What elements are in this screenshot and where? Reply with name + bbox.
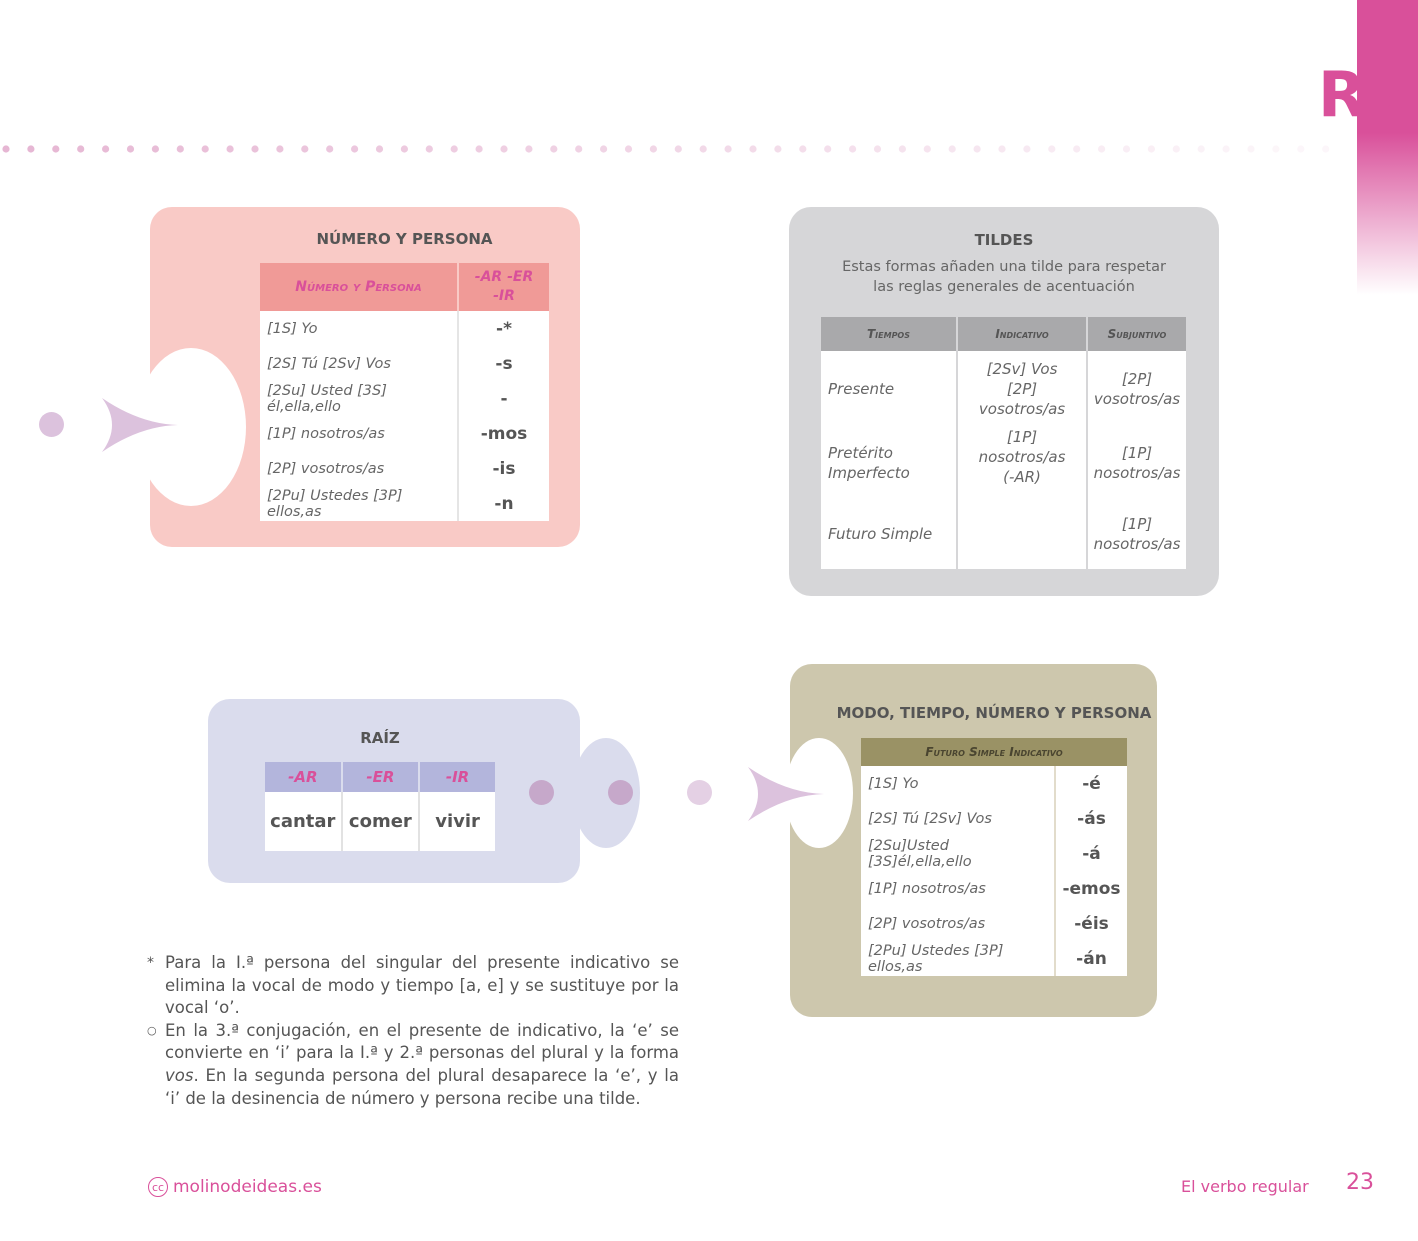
- table-row: [260, 416, 549, 451]
- rule-dot: [77, 145, 84, 152]
- rule-dot: [152, 145, 159, 152]
- footnote-text: En la 3.ª conjugación, en el presente de indicativo, la ‘e’ se convierte en ‘i’ para la I.ª y 2.ª personas del plural y la forma: [165, 1020, 679, 1063]
- column-header-ending: -AR -ER -IR: [458, 263, 549, 311]
- ending-cell: -é: [1082, 773, 1101, 794]
- table-row: [861, 801, 1127, 836]
- person-cell: [1P] nosotros/as: [861, 871, 1055, 906]
- table-row: [260, 346, 549, 381]
- table-row: [861, 871, 1127, 906]
- rule-dot: [1073, 145, 1080, 152]
- rule-dot: [27, 145, 34, 152]
- ending-cell: -s: [495, 353, 513, 374]
- rule-dot: [1148, 145, 1155, 152]
- rule-dot: [799, 145, 806, 152]
- subtitle-line: las reglas generales de acentuación: [873, 279, 1135, 295]
- connector-dot: [687, 780, 712, 805]
- person-cell: [2Pu] Ustedes [3P] ellos,as: [861, 941, 1055, 976]
- rule-dot: [2, 145, 9, 152]
- ending-cell: -án: [1076, 948, 1107, 969]
- ending-cell: -éis: [1074, 913, 1109, 934]
- connector-dot: [529, 780, 554, 805]
- tildes-table: [821, 317, 1186, 569]
- numero-persona-table: [260, 263, 549, 521]
- column-header-tiempos: Tiempos: [821, 317, 957, 351]
- footnote-italic: vos: [165, 1065, 194, 1085]
- table-row: [265, 792, 495, 851]
- rule-dot: [625, 145, 632, 152]
- rule-dot: [849, 145, 856, 152]
- rule-dot: [774, 145, 781, 152]
- ending-cell: -*: [496, 318, 512, 339]
- rule-dot: [998, 145, 1005, 152]
- column-header-ar: -AR: [265, 762, 342, 792]
- table-row: [260, 451, 549, 486]
- tense-cell: Futuro Simple: [821, 499, 957, 569]
- rule-dot: [874, 145, 881, 152]
- tildes-title: TILDES: [974, 231, 1034, 249]
- rule-dot: [301, 145, 308, 152]
- numero-persona-title: NÚMERO Y PERSONA: [316, 230, 493, 248]
- rule-dot: [426, 145, 433, 152]
- arrow-icon: [100, 396, 180, 454]
- rule-dot: [276, 145, 283, 152]
- chapter-tab: [1357, 0, 1418, 295]
- table-row: [861, 906, 1127, 941]
- table-row: [821, 351, 1186, 427]
- table-row: [861, 836, 1127, 871]
- rule-dot: [1223, 145, 1230, 152]
- page-number: 23: [1346, 1170, 1374, 1195]
- column-header-subjuntivo: Subjuntivo: [1087, 317, 1186, 351]
- rule-dot: [1297, 145, 1304, 152]
- footnote: [147, 1020, 679, 1110]
- person-cell: [2P] vosotros/as: [861, 906, 1055, 941]
- table-row: [260, 486, 549, 521]
- rule-dot: [974, 145, 981, 152]
- column-header-er: -ER: [342, 762, 420, 792]
- raiz-table: [265, 762, 495, 851]
- rule-dot: [675, 145, 682, 152]
- subjuntivo-cell: [2P] vosotros/as: [1093, 370, 1181, 408]
- rule-dot: [326, 145, 333, 152]
- rule-dot: [1173, 145, 1180, 152]
- indicativo-cell: [1P] nosotros/as (-AR): [957, 427, 1087, 499]
- rule-dot: [1322, 145, 1329, 152]
- verb-cell: vivir: [435, 811, 480, 832]
- person-cell: [2Su]Usted [3S]él,ella,ello: [861, 836, 1055, 871]
- tildes-subtitle: [789, 257, 1219, 297]
- rule-dot: [749, 145, 756, 152]
- tense-cell: Presente: [821, 351, 957, 427]
- rule-dot: [924, 145, 931, 152]
- subjuntivo-cell: [1P] nosotros/as: [1093, 444, 1181, 482]
- creative-commons-icon: cc: [148, 1177, 168, 1197]
- rule-dot: [376, 145, 383, 152]
- futuro-title: MODO, TIEMPO, NÚMERO Y PERSONA: [836, 704, 1152, 722]
- rule-dot: [251, 145, 258, 152]
- rule-dot: [1247, 145, 1254, 152]
- rule-dot: [550, 145, 557, 152]
- rule-dot: [1048, 145, 1055, 152]
- footnotes: [147, 952, 679, 1110]
- tense-cell: Pretérito Imperfecto: [821, 427, 957, 499]
- table-row: [861, 941, 1127, 976]
- rule-dot: [650, 145, 657, 152]
- chapter-code: R5: [1318, 58, 1405, 131]
- person-cell: [2S] Tú [2Sv] Vos: [260, 346, 458, 381]
- table-row: [821, 499, 1186, 569]
- rule-dot: [899, 145, 906, 152]
- rule-dot: [600, 145, 607, 152]
- rule-dot: [525, 145, 532, 152]
- raiz-title: RAÍZ: [360, 729, 400, 747]
- footer-subject: El verbo regular: [1181, 1177, 1309, 1196]
- ending-cell: -: [500, 388, 508, 409]
- rule-dot: [351, 145, 358, 152]
- footer-site-link[interactable]: molinodeideas.es: [173, 1177, 322, 1197]
- footnote-marker: *: [147, 955, 154, 971]
- subjuntivo-cell: [1P] nosotros/as: [1093, 515, 1181, 553]
- person-cell: [2P] vosotros/as: [260, 451, 458, 486]
- person-cell: [2Pu] Ustedes [3P] ellos,as: [260, 486, 458, 521]
- column-header-indicativo: Indicativo: [957, 317, 1087, 351]
- rule-dot: [476, 145, 483, 152]
- footnote-text: Para la I.ª persona del singular del presente indicativo se elimina la vocal de modo y tiempo [a, e] y se sustituye por la vocal ‘o’.: [165, 953, 679, 1018]
- rule-dot: [202, 145, 209, 152]
- footnote-text: . En la segunda persona del plural desaparece la ‘e’, y la ‘i’ de la desinencia de número y persona recibe una tilde.: [165, 1065, 679, 1108]
- rule-dot: [52, 145, 59, 152]
- rule-dot: [102, 145, 109, 152]
- rule-dot: [227, 145, 234, 152]
- rule-dot: [500, 145, 507, 152]
- rule-dot: [949, 145, 956, 152]
- futuro-table: [861, 738, 1127, 976]
- person-cell: [1S] Yo: [260, 311, 458, 346]
- dotted-rule: [0, 142, 1345, 156]
- rule-dot: [1098, 145, 1105, 152]
- column-header-ir: -IR: [419, 762, 495, 792]
- rule-dot: [401, 145, 408, 152]
- rule-dot: [575, 145, 582, 152]
- rule-dot: [1023, 145, 1030, 152]
- person-cell: [2Su] Usted [3S] él,ella,ello: [260, 381, 458, 416]
- connector-dot: [39, 412, 64, 437]
- person-cell: [2S] Tú [2Sv] Vos: [861, 801, 1055, 836]
- ending-cell: -á: [1082, 843, 1101, 864]
- rule-dot: [1123, 145, 1130, 152]
- rule-dot: [1198, 145, 1205, 152]
- indicativo-cell: [2Sv] Vos [2P] vosotros/as: [957, 351, 1087, 427]
- rule-dot: [725, 145, 732, 152]
- person-cell: [1P] nosotros/as: [260, 416, 458, 451]
- table-row: [861, 766, 1127, 801]
- connector-dot: [608, 780, 633, 805]
- ending-cell: -ás: [1077, 808, 1106, 829]
- ending-cell: -n: [494, 493, 514, 514]
- indicativo-cell: [957, 499, 1087, 569]
- verb-cell: cantar: [265, 792, 342, 851]
- table-row: [260, 381, 549, 416]
- subtitle-line: Estas formas añaden una tilde para respetar: [842, 259, 1166, 275]
- rule-dot: [451, 145, 458, 152]
- rule-dot: [127, 145, 134, 152]
- arrow-icon: [746, 765, 826, 823]
- rule-dot: [177, 145, 184, 152]
- ending-cell: -emos: [1062, 878, 1121, 899]
- rule-dot: [824, 145, 831, 152]
- table-row: [260, 311, 549, 346]
- rule-dot: [700, 145, 707, 152]
- footnote-marker: ○: [147, 1023, 157, 1037]
- rule-dot: [1272, 145, 1279, 152]
- table-row: [821, 427, 1186, 499]
- ending-cell: -is: [492, 458, 516, 479]
- column-header-futuro: Futuro Simple Indicativo: [861, 738, 1127, 766]
- column-header-person: Número y Persona: [260, 263, 458, 311]
- ending-cell: -mos: [480, 423, 528, 444]
- footnote: [147, 952, 679, 1020]
- verb-cell: comer: [342, 792, 420, 851]
- person-cell: [1S] Yo: [861, 766, 1055, 801]
